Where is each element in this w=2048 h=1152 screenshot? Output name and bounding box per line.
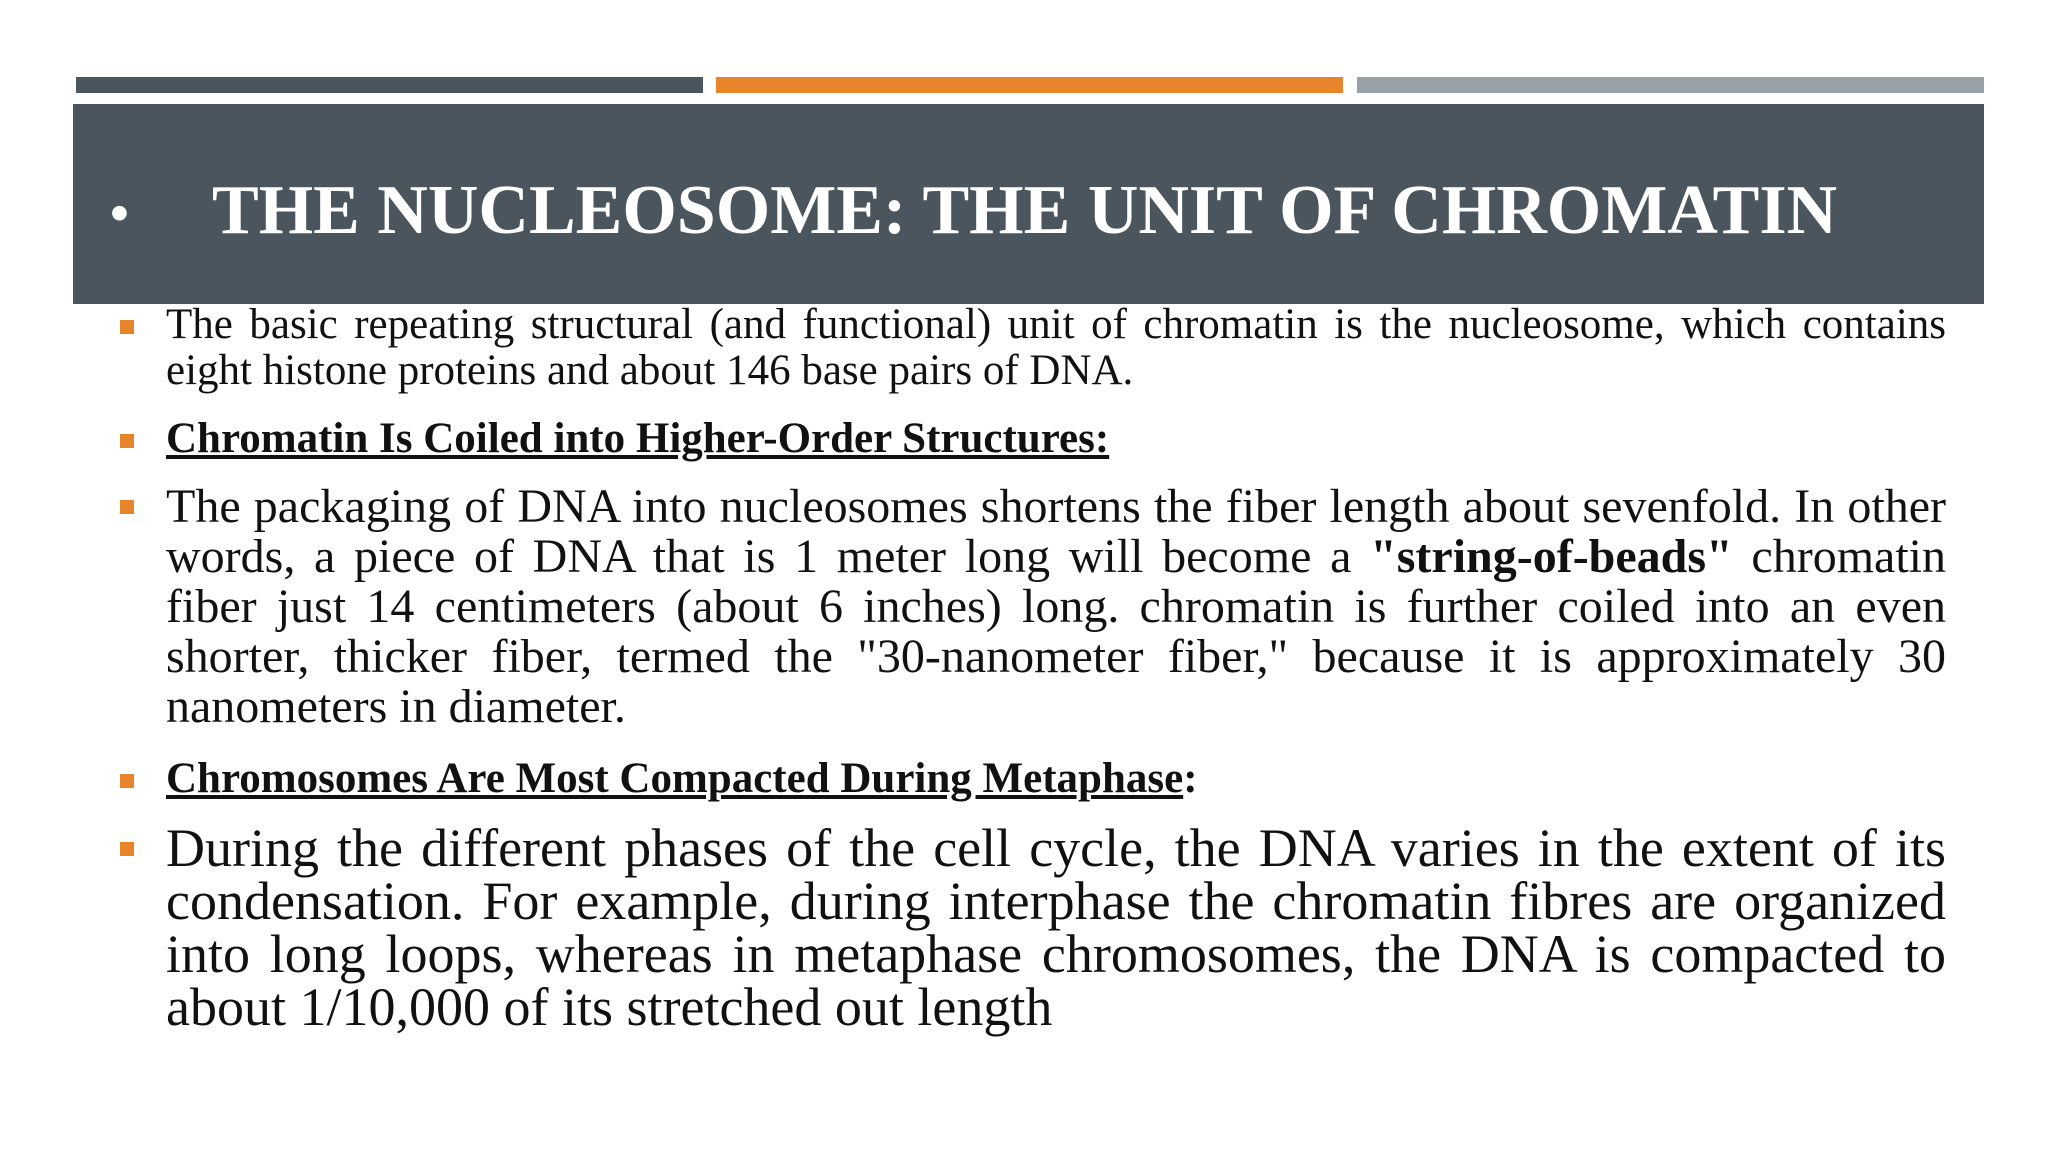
string-of-beads-term: "string-of-beads" (1370, 530, 1733, 583)
accent-bar-dark (76, 77, 703, 93)
square-bullet-icon (120, 434, 134, 448)
paragraph-packaging-part1: The packaging of DNA into nucleosomes shortens the fiber length about sevenfold. In other words, a piece of DNA that is 1 meter long will become a (166, 480, 1946, 583)
accent-bar-orange (716, 77, 1343, 93)
paragraph-packaging (166, 482, 1946, 732)
bullet-item (116, 482, 1946, 732)
heading-metaphase-text: Chromosomes Are Most Compacted During Metaphase (166, 755, 1184, 802)
bullet-item (116, 416, 1946, 462)
paragraph-nucleosome: The basic repeating structural (and functional) unit of chromatin is the nucleosome, which contains eight histone proteins and about 146 base pairs of DNA. (166, 301, 1946, 394)
accent-bar-gray (1357, 77, 1984, 93)
bullet-item (116, 756, 1946, 802)
square-bullet-icon (120, 842, 134, 856)
heading-higher-order-structures: Chromatin Is Coiled into Higher-Order Structures: (166, 415, 1110, 462)
slide-title: THE NUCLEOSOME: THE UNIT OF CHROMATIN (212, 172, 1838, 249)
heading-metaphase-colon: : (1183, 755, 1198, 802)
title-bullet: • (110, 183, 129, 243)
bullet-item (116, 818, 1946, 1037)
square-bullet-icon (120, 774, 134, 788)
heading-metaphase (166, 756, 1946, 802)
square-bullet-icon (120, 500, 134, 514)
square-bullet-icon (120, 320, 134, 334)
bullet-item (116, 302, 1946, 394)
slide-content (116, 301, 1946, 1037)
paragraph-cell-cycle: During the different phases of the cell cycle, the DNA varies in the extent of its condensation. For example, during interphase the chromatin fibres are organized into long loops, whereas in metaphase chromosomes, the DNA is compacted to about 1/10,000 of its stretched out length (166, 818, 1946, 1037)
paragraph-packaging-part2: chromatin fiber just 14 centimeters (about 6 inches) long. chromatin is further coiled into an even shorter, thicker fiber, termed the "30-nanometer fiber," because it is approximately 30 nanometers in diameter. (166, 530, 1946, 733)
